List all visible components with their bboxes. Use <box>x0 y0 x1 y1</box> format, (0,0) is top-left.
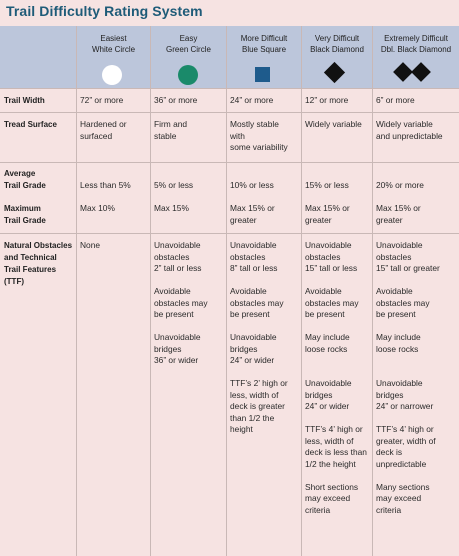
table-cell: Max 15% or greater <box>230 203 275 225</box>
table-cell: 36” or more <box>154 95 198 105</box>
table-cell: Firm and stable <box>154 119 188 141</box>
table-cell: 72” or more <box>80 95 124 105</box>
table-cell: Widely variable <box>305 119 362 129</box>
column-header-line: Extremely Difficult <box>384 34 448 43</box>
row-divider <box>0 233 459 234</box>
table-cell: Unavoidable obstacles 15” tall or less Avoidable obstacles may be present May include loose rocks Unavoidable bridges 24” or wider TTF’s 4’ high or less, width of deck is less than 1/2 the height Short sections may exceed criteria <box>305 240 367 515</box>
table-cell: 5% or less <box>154 180 194 190</box>
table-cell: Less than 5% <box>80 180 131 190</box>
row-label-obstacles: Natural Obstacles and Technical Trail Features (TTF) <box>4 241 73 286</box>
column-header-line: More Difficult <box>240 34 288 43</box>
column-header-line: White Circle <box>91 45 136 54</box>
column-header-line: Easiest <box>100 34 127 43</box>
table-cell: Max 15% <box>154 203 189 213</box>
table-cell: Widely variable and unpredictable <box>376 119 443 141</box>
column-header-line: Green Circle <box>166 45 211 54</box>
table-cell: Max 10% <box>80 203 115 213</box>
table-cell: Unavoidable obstacles 8” tall or less Avoidable obstacles may be present Unavoidable bridges 24” or wider TTF’s 2’ high or less, width of deck is greater than 1/2 the height <box>230 240 288 434</box>
table-cell: Mostly stable with some variability <box>230 119 288 152</box>
row-divider <box>0 88 459 89</box>
row-divider <box>0 112 459 113</box>
column-header-line: Very Difficult <box>314 34 360 43</box>
table-cell: Max 15% or greater <box>305 203 350 225</box>
table-cell: 15% or less <box>305 180 349 190</box>
row-divider <box>0 162 459 163</box>
page-title: Trail Difficulty Rating System <box>6 3 203 19</box>
table-cell: Unavoidable obstacles 2” tall or less Avoidable obstacles may be present Unavoidable bridges 36” or wider <box>154 240 208 365</box>
column-header-line: Blue Square <box>241 45 287 54</box>
column-header-line: Black Diamond <box>310 45 364 54</box>
table-cell: Hardened or surfaced <box>80 119 127 141</box>
table-cell: None <box>80 240 101 250</box>
row-label-tread-surface: Tread Surface <box>4 120 57 129</box>
column-divider <box>372 26 373 556</box>
column-header-very-difficult <box>302 33 372 55</box>
row-label-average-grade: Average Trail Grade <box>4 169 46 190</box>
column-divider <box>76 26 77 556</box>
column-divider <box>301 26 302 556</box>
table-cell: 24” or more <box>230 95 274 105</box>
green-circle-icon <box>178 65 198 85</box>
column-header-extremely-difficult <box>373 33 459 55</box>
table-cell: Unavoidable obstacles 15” tall or greater Avoidable obstacles may be present May include loose rocks Unavoidable bridges 24” or narrower TTF’s 4’ high or greater, width of deck is unpredictable Many sections may exceed criteria <box>376 240 440 515</box>
column-divider <box>226 26 227 556</box>
row-label-trail-width: Trail Width <box>4 96 45 105</box>
column-header-easiest <box>77 33 150 55</box>
column-header-easy <box>151 33 226 55</box>
table-cell: 10% or less <box>230 180 274 190</box>
table-cell: 20% or more <box>376 180 424 190</box>
table-cell: 6” or more <box>376 95 415 105</box>
blue-square-icon <box>255 67 270 82</box>
column-divider <box>150 26 151 556</box>
table-cell: 12” or more <box>305 95 349 105</box>
table-cell: Max 15% or greater <box>376 203 421 225</box>
column-header-line: Dbl. Black Diamond <box>380 45 452 54</box>
column-header-line: Easy <box>179 34 198 43</box>
column-header-more-difficult <box>227 33 301 55</box>
row-label-maximum-grade: Maximum Trail Grade <box>4 204 46 225</box>
white-circle-icon <box>102 65 122 85</box>
